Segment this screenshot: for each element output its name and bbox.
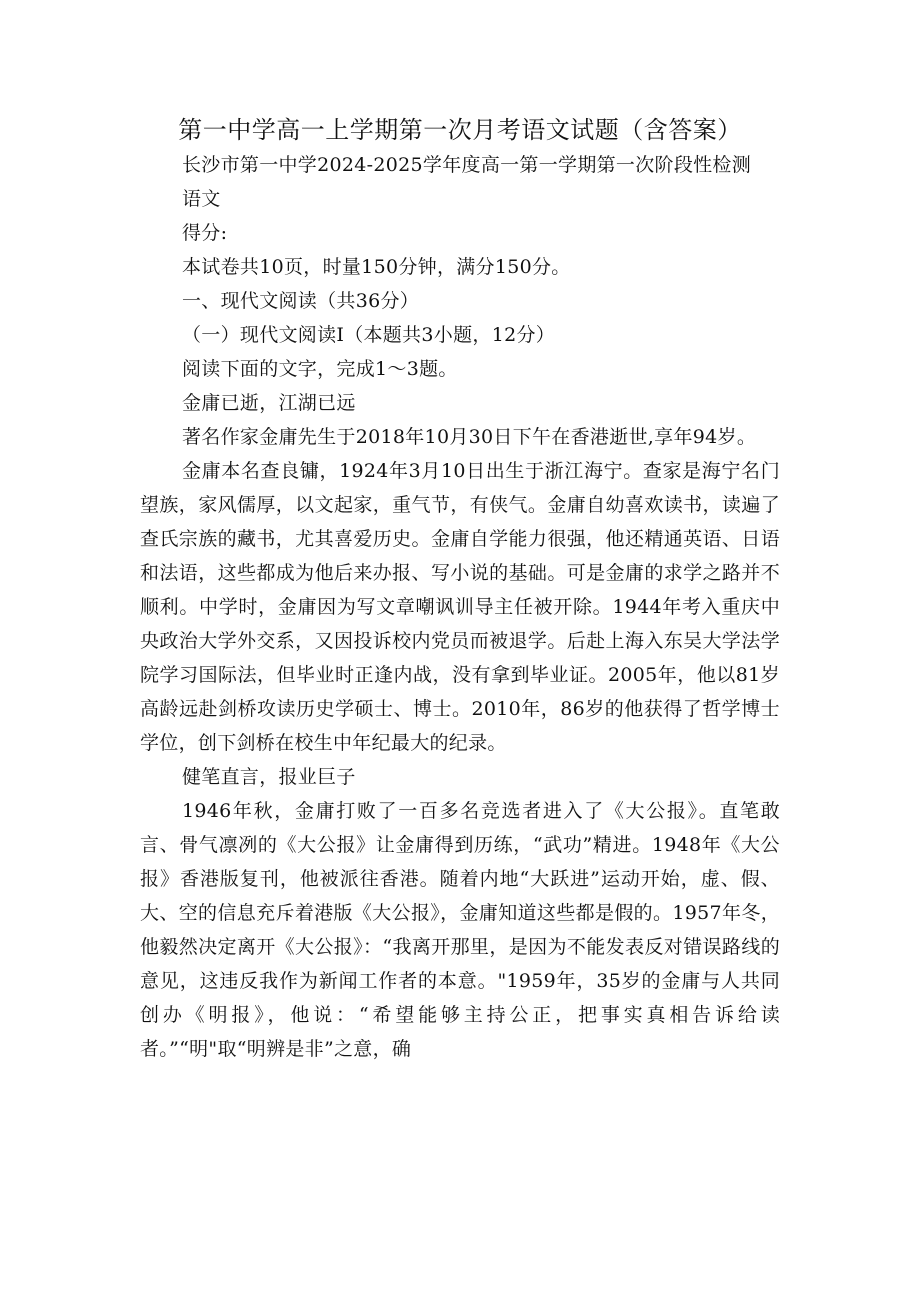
reading-instructions: 阅读下面的文字，完成1～3题。 [182, 358, 458, 380]
article-paragraph: 1946年秋，金庸打败了一百多名竞选者进入了《大公报》。直笔敢言、骨气凛冽的《大公报》让金庸得到历练，“武功”精进。1948年《大公报》香港版复刊，他被派往香港。随着内地“大跃进”运动开始，虚、假、大、空的信息充斥着港版《大公报》，金庸知道这些都是假的。1957年冬，他毅然决定离开《大公报》：“我离开那里，是因为不能发表反对错误路线的意见，这违反我作为新闻工作者的本意。"1959年，35岁的金庸与人共同创办《明报》，他说：“希望能够主持公正，把事实真相告诉给读者。”“明"取“明辨是非”之意，确 [140, 800, 780, 1060]
article-paragraph: 著名作家金庸先生于2018年10月30日下午在香港逝世,享年94岁。 [182, 426, 757, 448]
score-line: 得分: [182, 222, 228, 244]
document-title: 第一中学高一上学期第一次月考语文试题（含答案） [178, 116, 742, 144]
subsection-heading: （一）现代文阅读Ⅰ（本题共3小题，12分） [182, 324, 556, 346]
article-paragraph: 金庸本名查良镛，1924年3月10日出生于浙江海宁。查家是海宁名门望族，家风儒厚，以文起家，重气节，有侠气。金庸自幼喜欢读书，读遍了查氏宗族的藏书，尤其喜爱历史。金庸自学能力很强，他还精通英语、日语和法语，这些都成为他后来办报、写小说的基础。可是金庸的求学之路并不顺利。中学时，金庸因为写文章嘲讽训导主任被开除。1944年考入重庆中央政治大学外交系，又因投诉校内党员而被退学。后赴上海入东吴大学法学院学习国际法，但毕业时正逢内战，没有拿到毕业证。2005年，他以81岁高龄远赴剑桥攻读历史学硕士、博士。2010年，86岁的他获得了哲学博士学位，创下剑桥在校生中年纪最大的纪录。 [140, 460, 780, 754]
subject-line: 语文 [182, 188, 221, 210]
article-subheading: 健笔直言，报业巨子 [182, 766, 356, 788]
exam-header-line: 长沙市第一中学2024-2025学年度高一第一学期第一次阶段性检测 [182, 154, 752, 176]
section-heading: 一、现代文阅读（共36分） [182, 290, 420, 312]
exam-instructions: 本试卷共10页，时量150分钟，满分150分。 [182, 256, 571, 278]
document-body [140, 148, 780, 1066]
article-title: 金庸已逝，江湖已远 [182, 392, 356, 414]
